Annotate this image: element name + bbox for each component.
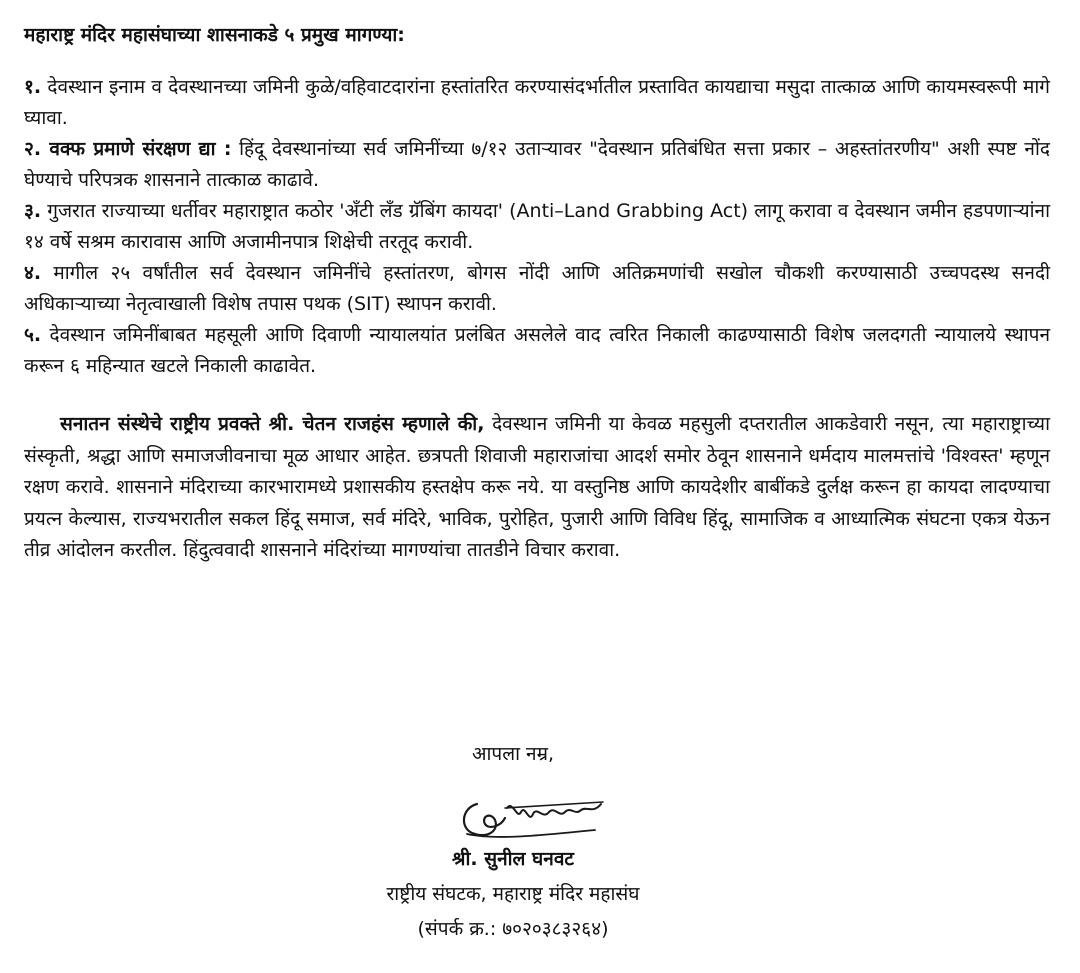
demand-number: १.: [24, 76, 42, 98]
signature-image: [455, 790, 615, 848]
demand-text: मागील २५ वर्षांतील सर्व देवस्थान जमिनींचे हस्तांतरण, बोगस नोंदी आणि अतिक्रमणांची सखोल चौकशी करण्यासाठी उच्चपदस्थ सनदी अधिकाऱ्याच्या नेतृत्वाखाली विशेष तपास पथक (SIT) स्थापन करावी.: [24, 262, 1050, 315]
demand-number: ५.: [24, 324, 42, 346]
demand-item: [24, 134, 1050, 196]
demand-text: गुजरात राज्याच्या धर्तीवर महाराष्ट्रात कठोर 'अँटी लँड ग्रॅबिंग कायदा' (Anti–Land Grabbing Act) लागू करावा व देवस्थान जमीन हडपणाऱ्यांना १४ वर्षे सश्रम कारावास आणि अजामीनपात्र शिक्षेची तरतूद करावी.: [24, 200, 1050, 253]
demand-text: हिंदू देवस्थानांच्या सर्व जमिनींच्या ७/१२ उताऱ्यावर "देवस्थान प्रतिबंधित सत्ता प्रकार – अहस्तांतरणीय" अशी स्पष्ट नोंद घेण्याचे परिपत्रक शासनाने तात्काळ काढावे.: [24, 138, 1050, 191]
signer-contact: (संपर्क क्र.: ७०२०३८३२६४): [417, 918, 609, 940]
demand-number: २.: [24, 138, 42, 160]
demand-number: ३.: [24, 200, 42, 222]
demand-item: [24, 196, 1050, 258]
statement-speaker: सनातन संस्थेचे राष्ट्रीय प्रवक्ते श्री. चेतन राजहंस म्हणाले की,: [60, 413, 485, 435]
demand-text: देवस्थान जमिनींबाबत महसूली आणि दिवाणी न्यायालयांत प्रलंबित असलेले वाद त्वरित निकाली काढण्यासाठी विशेष जलदगती न्यायालये स्थापन करून ६ महिन्यात खटले निकाली काढावेत.: [24, 324, 1050, 377]
demand-item: [24, 320, 1050, 382]
demand-title: वक्फ प्रमाणे संरक्षण द्या :: [41, 138, 232, 160]
demands-heading: महाराष्ट्र मंदिर महासंघाच्या शासनाकडे ५ प्रमुख मागण्या:: [24, 24, 405, 46]
letter-body: [24, 18, 1050, 567]
demand-text: देवस्थान इनाम व देवस्थानच्या जमिनी कुळे/वहिवाटदारांना हस्तांतरित करण्यासंदर्भातील प्रस्तावित कायद्याचा मसुदा तात्काळ आणि कायमस्वरूपी मागे घ्यावा.: [24, 76, 1050, 129]
demand-item: [24, 72, 1050, 134]
closing-salutation: आपला नम्र,: [472, 743, 554, 765]
statement-text: देवस्थान जमिनी या केवळ महसुली दप्तरातील आकडेवारी नसून, त्या महाराष्ट्राच्या संस्कृती, श्रद्धा आणि समाजजीवनाचा मूळ आधार आहेत. छत्रपती शिवाजी महाराजांचा आदर्श समोर ठेवून शासनाने धर्मदाय मालमत्तांचे 'विश्वस्त' म्हणून रक्षण करावे. शासनाने मंदिराच्या कारभारामध्ये प्रशासकीय हस्तक्षेप करू नये. या वस्तुनिष्ठ आणि कायदेशीर बाबींकडे दुर्लक्ष करून हा कायदा लादण्याचा प्रयत्न केल्यास, राज्यभरातील सकल हिंदू समाज, सर्व मंदिरे, भाविक, पुरोहित, पुजारी आणि विविध हिंदू, सामाजिक व आध्यात्मिक संघटना एकत्र येऊन तीव्र आंदोलन करतील. हिंदुत्ववादी शासनाने मंदिरांच्या मागण्यांचा तातडीने विचार करावा.: [24, 413, 1050, 562]
signer-title: राष्ट्रीय संघटक, महाराष्ट्र मंदिर महासंघ: [386, 883, 640, 905]
spokesperson-statement: [24, 409, 1050, 567]
signer-name: श्री. सुनील घनवट: [452, 848, 574, 870]
demand-number: ४.: [24, 262, 42, 284]
demands-list: [24, 72, 1050, 382]
demand-item: [24, 258, 1050, 320]
